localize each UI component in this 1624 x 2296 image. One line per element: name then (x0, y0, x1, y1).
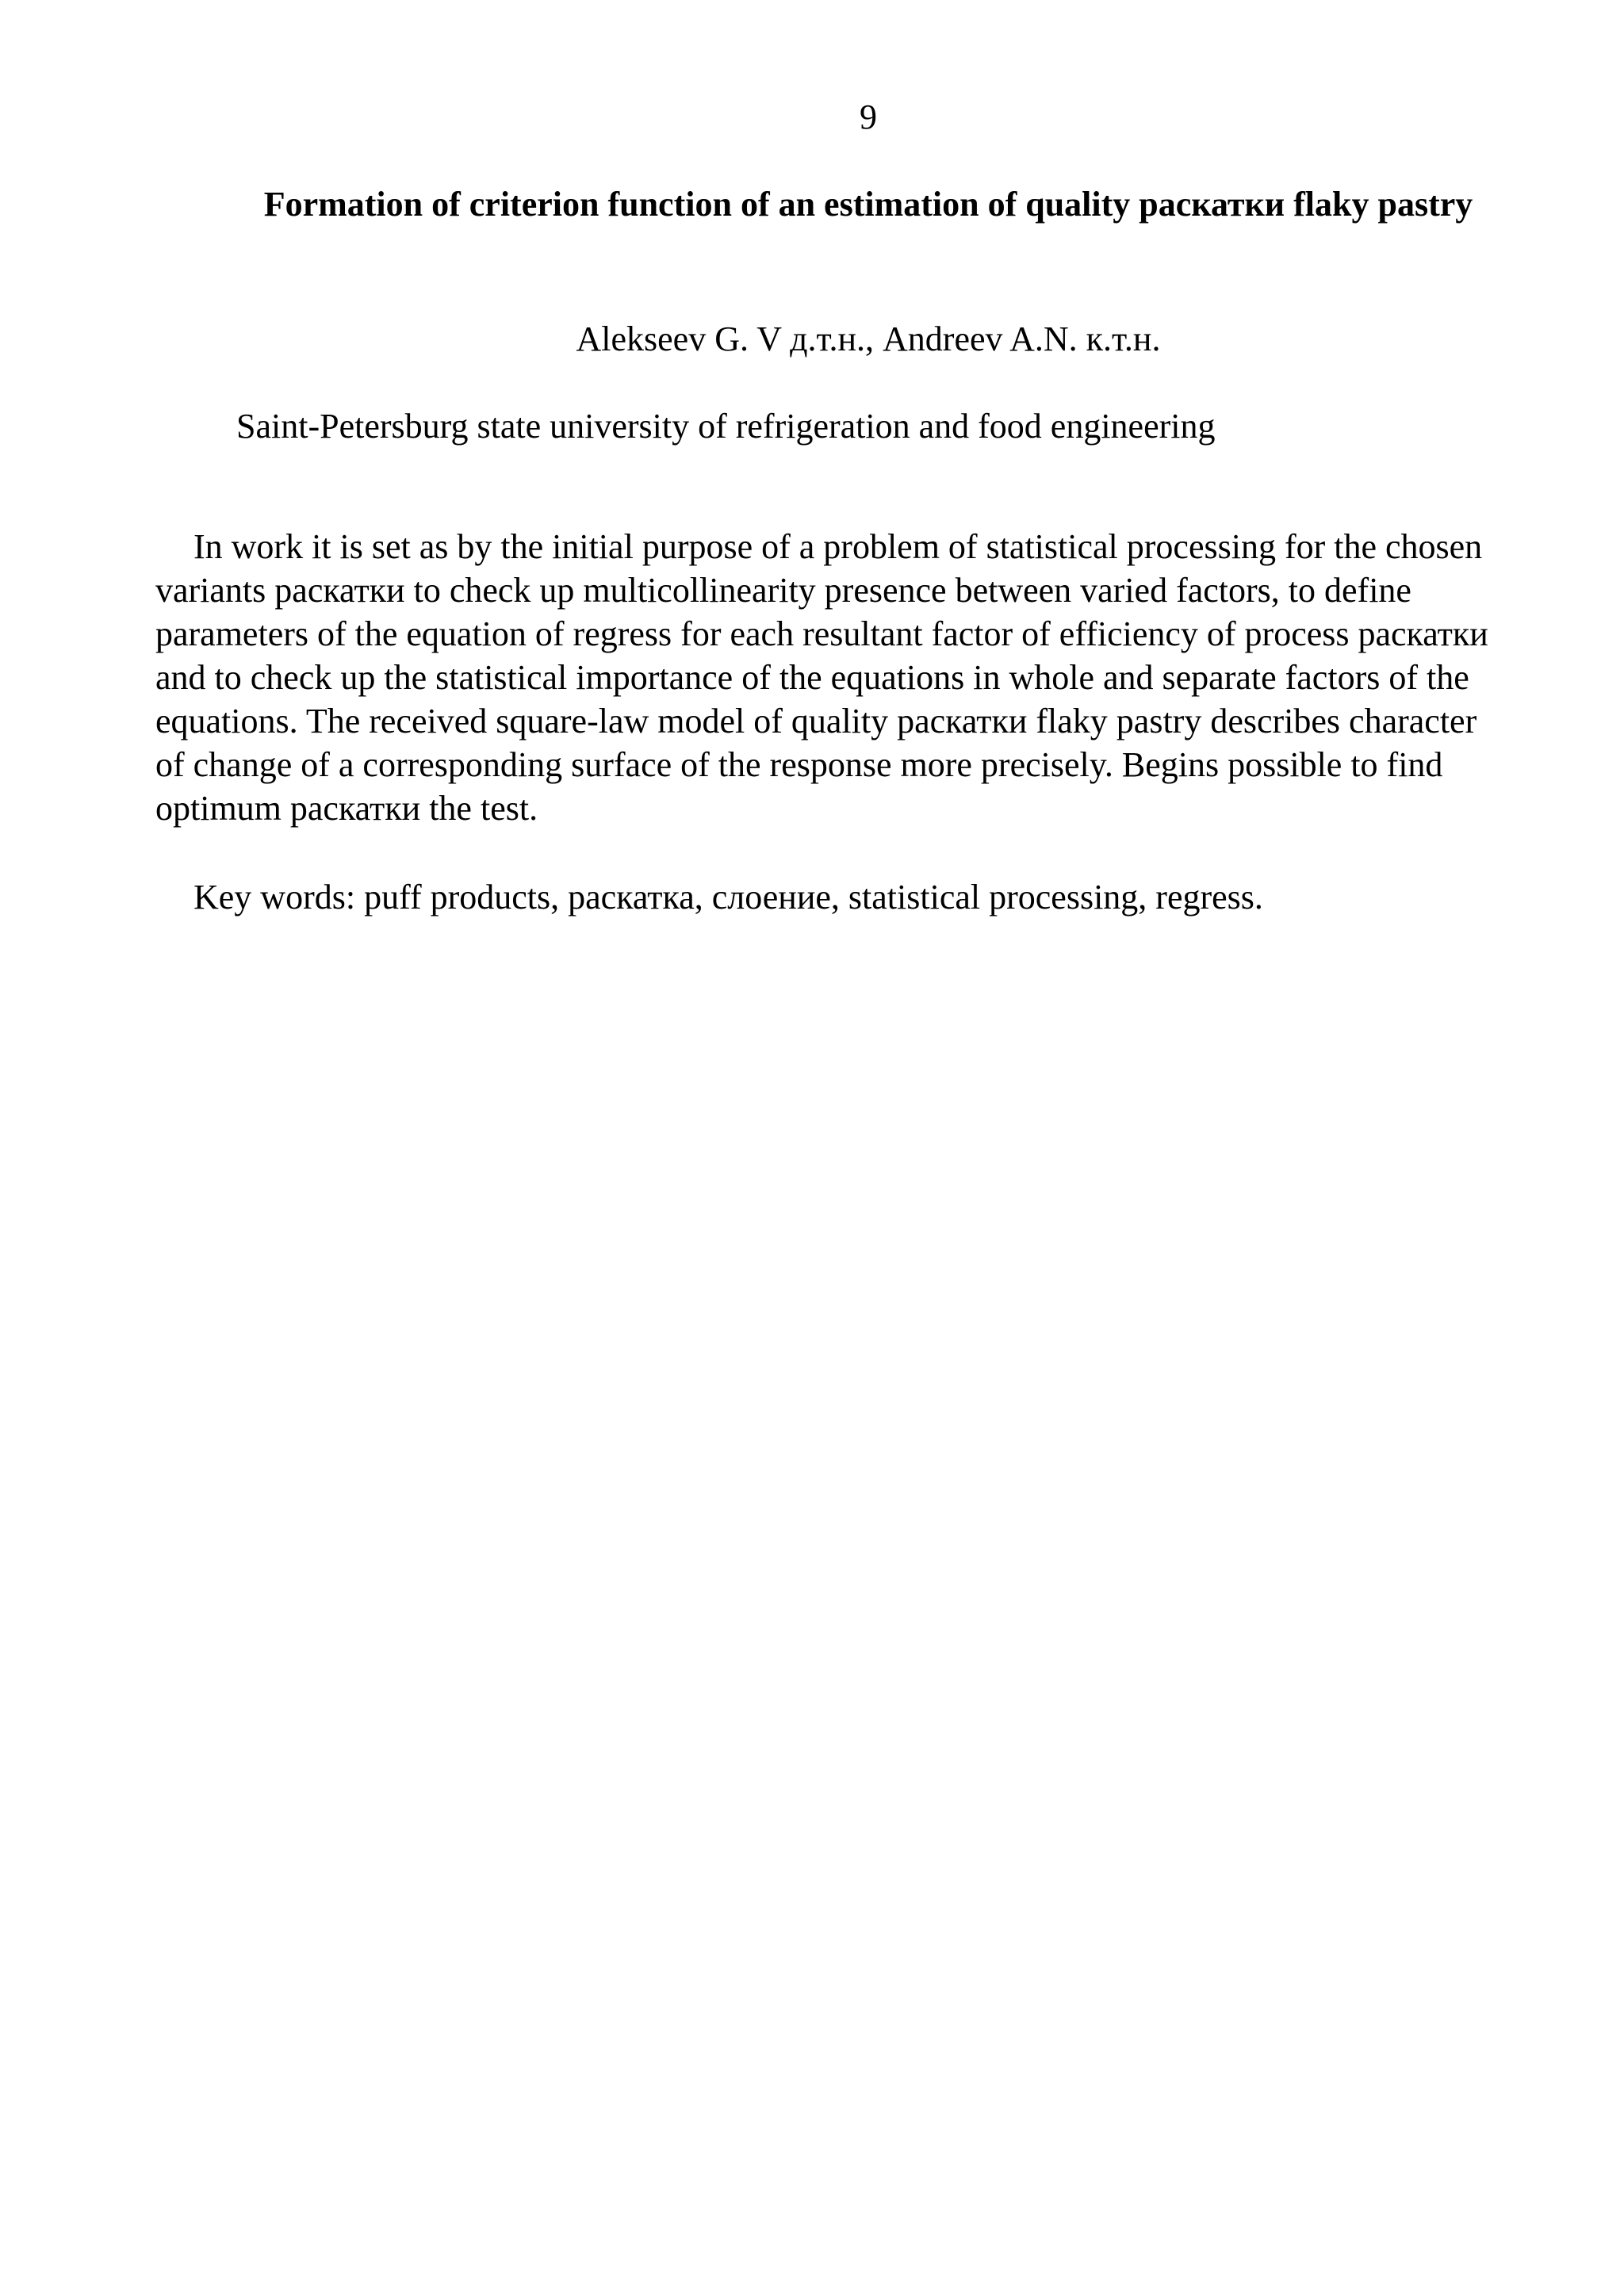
page-number: 9 (860, 98, 877, 136)
paper-keywords: Key words: puff products, раскатка, слоение, statistical processing, regress. (193, 878, 1263, 916)
paper-title: Formation of criterion function of an estimation of quality раскатки flaky pastry (263, 185, 1473, 224)
paper-affiliation: Saint-Petersburg state university of refrigeration and food engineering (236, 407, 1216, 446)
paper-abstract: In work it is set as by the initial purpose of a problem of statistical processing for the chosen variants раскатки to check up multicollinearity presence between varied factors, to define parameters of the equation of regress for each resultant factor of efficiency of process раскатки and to check up the statistical importance of the equations in whole and separate factors of the equations. The received square-law model of quality раскатки flaky pastry describes character of change of a corresponding surface of the response more precisely. Begins possible to find optimum раскатки the test. (155, 527, 1488, 828)
paper-authors: Alekseev G. V д.т.н., Andreev A.N. к.т.н. (576, 320, 1161, 358)
